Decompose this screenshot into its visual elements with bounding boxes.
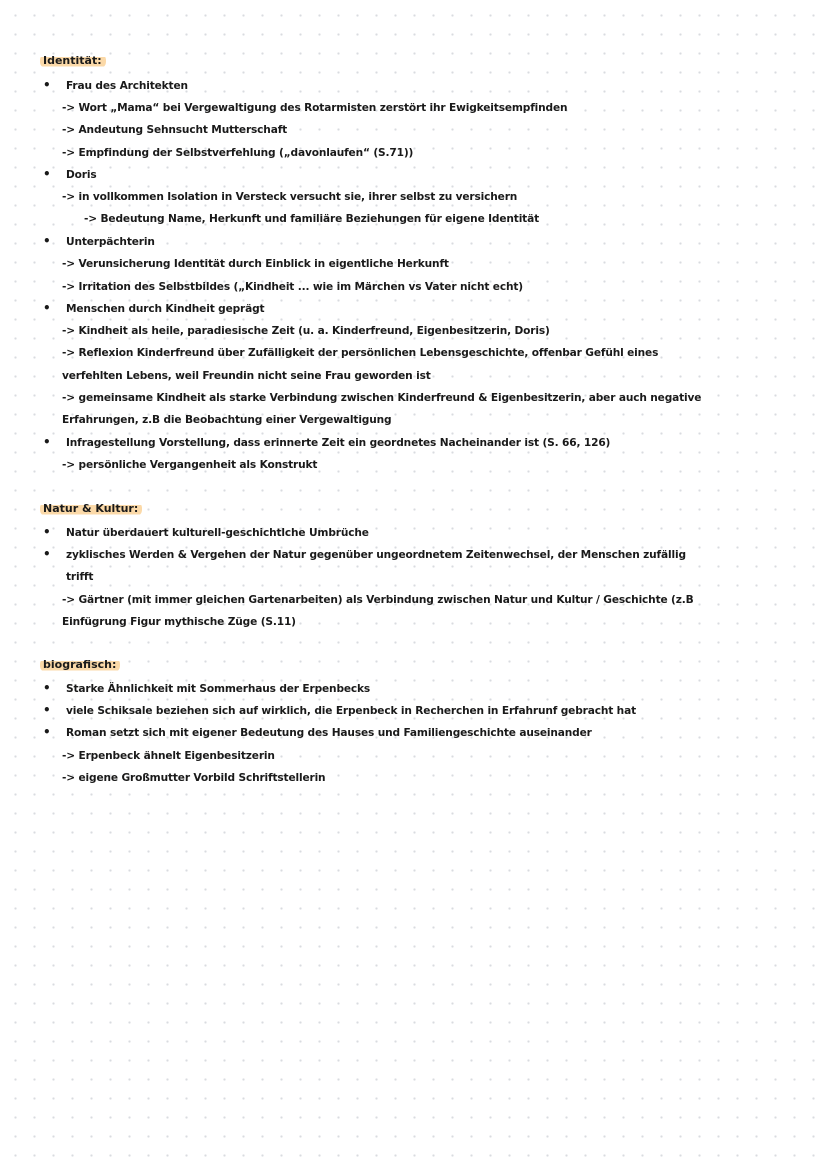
sub-item: -> eigene Großmutter Vorbild Schriftstellerin <box>62 772 326 784</box>
sub-item-continuation: Einfügrung Figur mythische Züge (S.11) <box>62 616 296 628</box>
heading-natur-kultur: Natur & Kultur: <box>40 502 142 516</box>
bullet-text: Infragestellung Vorstellung, dass erinnerte Zeit ein geordnetes Nacheinander ist (S. 66, 126) <box>66 437 611 449</box>
bullet-text: Doris <box>66 169 97 181</box>
sub-item: -> Gärtner (mit immer gleichen Gartenarbeiten) als Verbindung zwischen Natur und Kultur / Geschichte (z.B <box>62 594 694 606</box>
bullet-text-continuation: trifft <box>66 571 94 583</box>
bullet-text: Menschen durch Kindheit geprägt <box>66 303 265 315</box>
bullet-icon: • <box>43 547 51 561</box>
bullet-icon: • <box>43 681 51 695</box>
bullet-text: Unterpächterin <box>66 236 155 248</box>
bullet-icon: • <box>43 435 51 449</box>
sub-item-continuation: Erfahrungen, z.B die Beobachtung einer Vergewaltigung <box>62 414 392 426</box>
bullet-text: Starke Ähnlichkeit mit Sommerhaus der Erpenbecks <box>66 683 371 695</box>
bullet-icon: • <box>43 234 51 248</box>
sub-item: -> Erpenbeck ähnelt Eigenbesitzerin <box>62 750 275 762</box>
sub-item: -> gemeinsame Kindheit als starke Verbindung zwischen Kinderfreund & Eigenbesitzerin, aber auch negative <box>62 392 702 404</box>
bullet-text: Natur überdauert kulturell-geschichtlche Umbrüche <box>66 527 369 539</box>
sub-item: -> Wort „Mama“ bei Vergewaltigung des Rotarmisten zerstört ihr Ewigkeitsempfinden <box>62 102 568 114</box>
bullet-icon: • <box>43 167 51 181</box>
sub-item: -> persönliche Vergangenheit als Konstrukt <box>62 459 318 471</box>
bullet-icon: • <box>43 78 51 92</box>
bullet-icon: • <box>43 725 51 739</box>
heading-identitaet: Identität: <box>40 54 106 68</box>
sub-item: -> Irritation des Selbstbildes („Kindheit ... wie im Märchen vs Vater nicht echt) <box>62 281 523 293</box>
sub-item: -> in vollkommen Isolation in Versteck versucht sie, ihrer selbst zu versichern <box>62 191 518 203</box>
bullet-text: Roman setzt sich mit eigener Bedeutung des Hauses und Familiengeschichte auseinander <box>66 727 592 739</box>
bullet-icon: • <box>43 301 51 315</box>
bullet-text: viele Schiksale beziehen sich auf wirklich, die Erpenbeck in Recherchen in Erfahrunf gebracht hat <box>66 705 636 717</box>
heading-biografisch: biografisch: <box>40 658 120 672</box>
bullet-text: Frau des Architekten <box>66 80 188 92</box>
sub-item-continuation: verfehlten Lebens, weil Freundin nicht seine Frau geworden ist <box>62 370 431 382</box>
bullet-icon: • <box>43 525 51 539</box>
sub-item: -> Empfindung der Selbstverfehlung („davonlaufen“ (S.71)) <box>62 147 414 159</box>
sub-item: -> Kindheit als heile, paradiesische Zeit (u. a. Kinderfreund, Eigenbesitzerin, Doris) <box>62 325 550 337</box>
sub-sub-item: -> Bedeutung Name, Herkunft und familiäre Beziehungen für eigene Identität <box>84 213 540 225</box>
bullet-text: zyklisches Werden & Vergehen der Natur gegenüber ungeordnetem Zeitenwechsel, der Menschen zufällig <box>66 549 686 561</box>
sub-item: -> Verunsicherung Identität durch Einblick in eigentliche Herkunft <box>62 258 449 270</box>
sub-item: -> Reflexion Kinderfreund über Zufälligkeit der persönlichen Lebensgeschichte, offenbar Gefühl eines <box>62 347 659 359</box>
sub-item: -> Andeutung Sehnsucht Mutterschaft <box>62 124 288 136</box>
bullet-icon: • <box>43 703 51 717</box>
